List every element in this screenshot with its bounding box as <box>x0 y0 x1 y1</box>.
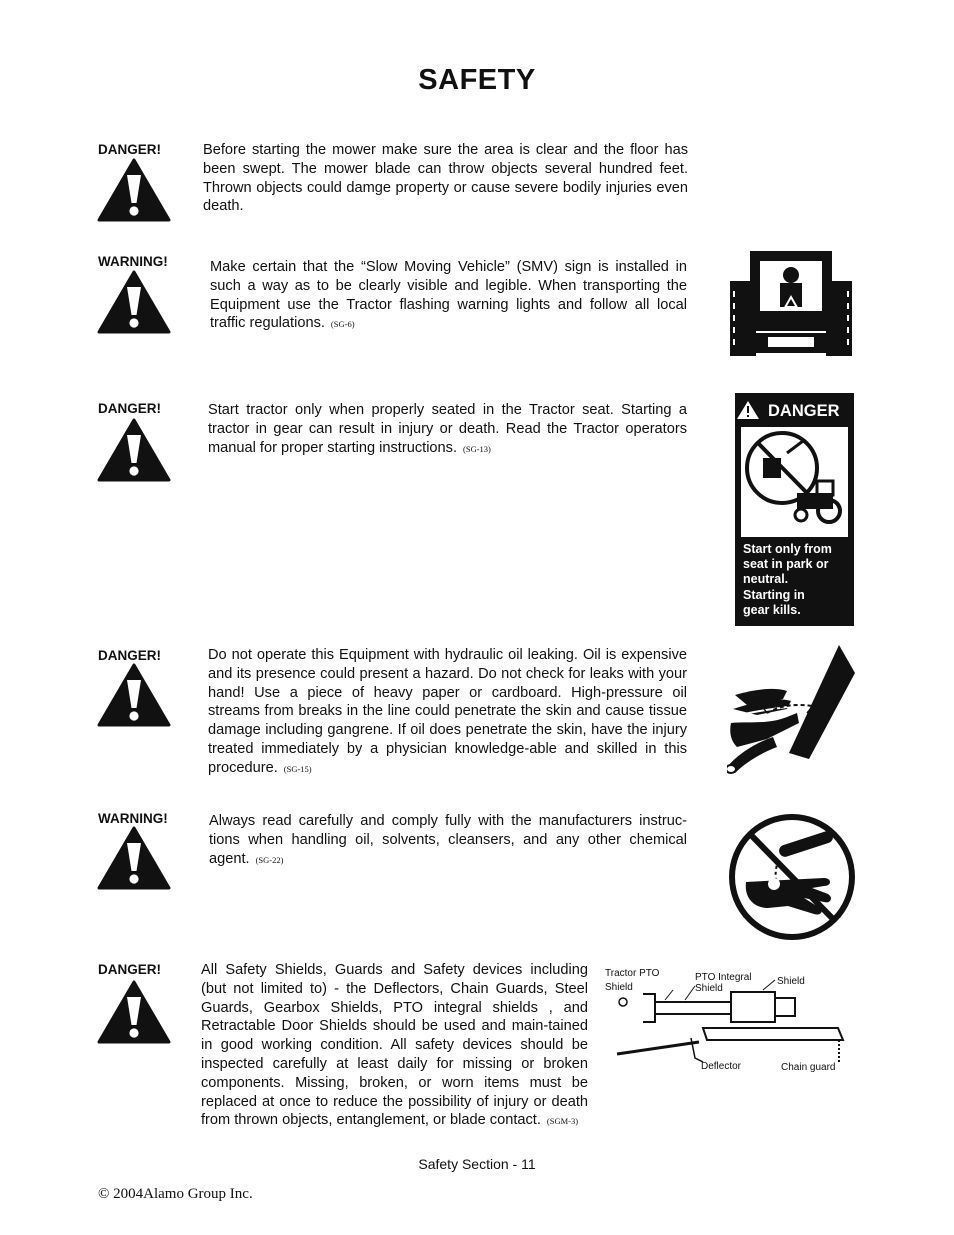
diagram-label-tractor-pto: Tractor PTO <box>605 968 660 979</box>
no-chemical-contact-icon <box>728 812 856 942</box>
diagram-label-chain-guard: Chain guard <box>781 1062 836 1073</box>
shield-diagram <box>603 962 859 1077</box>
safety-paragraph <box>201 961 588 1131</box>
paragraph-text: Do not operate this Equipment with hydraulic oil leaking. Oil is expensive and its presence could present a hazard. Do not check for leaks with your hand! Use a piece of heavy paper or cardboard. High-pressure oil streams from breaks in the line could penetrate the skin and cause tissue damage including gangrene. If oil does penetrate the skin, have the injury treated immediately by a physician knowledge-able and skilled in this procedure. <box>208 647 687 776</box>
decal-line: Starting in <box>743 588 805 602</box>
danger-decal <box>735 393 854 626</box>
paragraph-text: Make certain that the “Slow Moving Vehicle” (SMV) sign is installed in such a way as to be clearly visible and legible. When transporting the Equipment use the Tractor flashing warning lights and follow all local traffic regulations. <box>210 259 687 332</box>
reference-code: (SG-22) <box>255 854 284 865</box>
page-title: SAFETY <box>418 64 536 96</box>
decal-header: DANGER <box>768 402 840 420</box>
safety-paragraph <box>208 646 687 779</box>
paragraph-text: Start tractor only when properly seated in the Tractor seat. Starting a tractor in gear can result in injury or death. Read the Tractor operators manual for proper starting instructions. <box>208 402 687 456</box>
warning-sign-icon <box>97 826 171 890</box>
decal-line: gear kills. <box>743 603 801 617</box>
warning-sign-icon <box>97 418 171 482</box>
warning-sign-icon <box>97 158 171 222</box>
danger-label: DANGER! <box>98 962 161 977</box>
safety-paragraph <box>210 258 687 334</box>
paragraph-text: Always read carefully and comply fully with the manufacturers instruc-tions when handling oil, solvents, cleansers, and any other chemical agent. <box>209 813 687 867</box>
diagram-label-pto-integral: PTO Integral <box>695 972 752 983</box>
warning-sign-icon <box>97 980 171 1044</box>
diagram-label-shield: Shield <box>777 976 805 987</box>
diagram-label-pto-integral-shield: Shield <box>695 983 723 994</box>
warning-sign-icon <box>97 270 171 334</box>
reference-code: (SGM-3) <box>546 1116 579 1127</box>
safety-paragraph <box>208 401 687 458</box>
danger-label: DANGER! <box>98 648 161 663</box>
copyright: © 2004Alamo Group Inc. <box>98 1186 253 1202</box>
warning-sign-icon <box>97 663 171 727</box>
reference-code: (SG-13) <box>463 443 491 454</box>
reference-code: (SG-15) <box>283 763 312 774</box>
warning-label: WARNING! <box>98 254 168 269</box>
safety-paragraph <box>203 141 688 216</box>
diagram-label-tractor-pto-shield: Shield <box>605 982 633 993</box>
danger-label: DANGER! <box>98 401 161 416</box>
danger-label: DANGER! <box>98 142 161 157</box>
paragraph-text: All Safety Shields, Guards and Safety devices including (but not limited to) - the Deflectors, Chain Guards, Steel Guards, Gearbox Shields, PTO integral shields , and Retractable Door Shields should be used and main-tained in good working condition. All safety devices should be inspected carefully at least daily for missing or broken components. Missing, broken, or worn items must be replaced at once to reduce the possibility of injury or death from thrown objects, entanglement, or blade contact. <box>201 962 588 1129</box>
hydraulic-leak-hand-icon <box>727 643 855 774</box>
tractor-rear-smv-icon <box>728 247 854 358</box>
decal-line: neutral. <box>743 572 789 586</box>
diagram-label-deflector: Deflector <box>701 1061 742 1072</box>
page-footer: Safety Section - 11 <box>418 1156 536 1172</box>
decal-line: Start only from <box>743 542 832 556</box>
paragraph-text: Before starting the mower make sure the area is clear and the floor has been swept. The mower blade can throw objects several hundred feet. Thrown objects could damge property or cause severe bodily injuries even death. <box>203 142 688 215</box>
reference-code: (SG-6) <box>330 319 355 330</box>
decal-line: seat in park or <box>743 557 829 571</box>
warning-label: WARNING! <box>98 811 168 826</box>
safety-paragraph <box>209 812 687 869</box>
